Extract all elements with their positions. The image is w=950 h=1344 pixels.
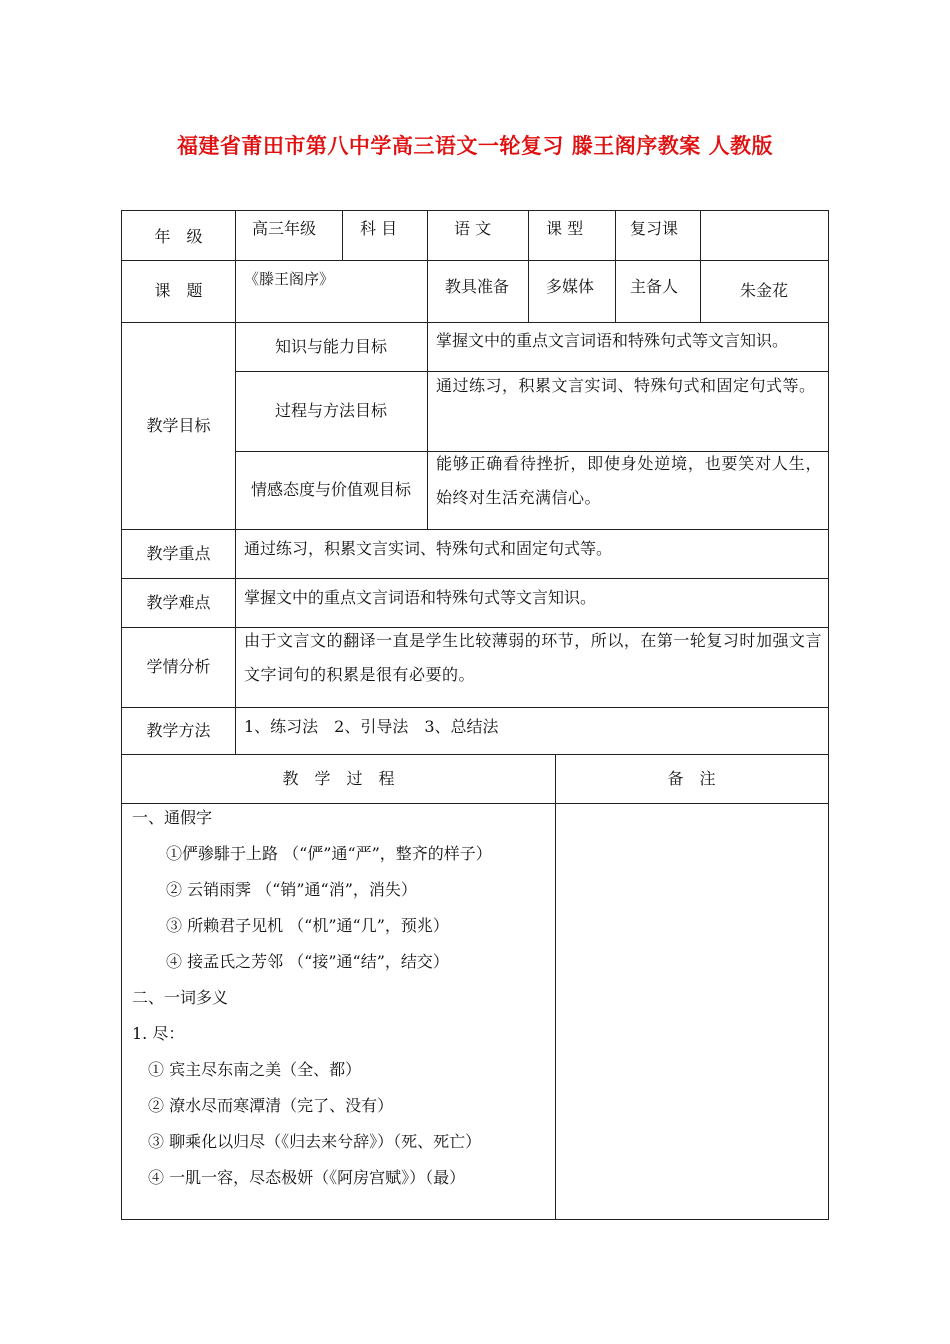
process-line: ② 潦水尽而寒潭清（完了、没有） — [148, 1096, 394, 1115]
analysis-label: 学情分析 — [146, 657, 211, 676]
analysis-text: 由于文言文的翻译一直是学生比较薄弱的环节，所以，在第一轮复习时加强文言文字词句的积累是很有必要的。 — [244, 631, 822, 684]
preparer-label: 主备人 — [630, 277, 679, 296]
objective-emotion-text: 能够正确看待挫折，即使身处逆境，也要笑对人生，始终对生活充满信心。 — [436, 454, 822, 507]
subject-value: 语 文 — [454, 219, 492, 238]
objective-process-name: 过程与方法目标 — [274, 401, 387, 420]
objective-emotion-name: 情感态度与价值观目标 — [250, 480, 411, 499]
method-text: 1、练习法 2、引导法 3、总结法 — [244, 717, 499, 736]
process-line: ③ 聊乘化以归尽（《归去来兮辞》）（死、死亡） — [148, 1132, 482, 1151]
process-line: ④ 接孟氏之芳邻 （“接”通“结”，结交） — [166, 952, 449, 971]
topic-label: 课 题 — [154, 281, 203, 300]
process-line: ④ 一肌一容，尽态极妍（《阿房宫赋》）（最） — [148, 1168, 466, 1187]
preparer-value: 朱金花 — [739, 281, 788, 300]
page-title: 福建省莆田市第八中学高三语文一轮复习 滕王阁序教案 人教版 — [176, 134, 774, 158]
teaching-aids-label: 教具准备 — [445, 277, 510, 296]
focus-label: 教学重点 — [146, 543, 211, 563]
difficulty-text: 掌握文中的重点文言词语和特殊句式等文言知识。 — [244, 588, 597, 607]
process-line: ③ 所赖君子见机 （“机”通“几”，预兆） — [166, 916, 449, 935]
subject-label: 科 目 — [360, 219, 398, 238]
notes-header: 备 注 — [667, 769, 716, 788]
lesson-type-label: 课 型 — [546, 219, 584, 238]
process-line: 一、通假字 — [132, 808, 213, 827]
teaching-process-table — [121, 754, 829, 1220]
objective-process-text: 通过练习，积累文言实词、特殊句式和固定句式等。 — [436, 376, 816, 395]
objective-knowledge-text: 掌握文中的重点文言词语和特殊句式等文言知识。 — [436, 331, 789, 350]
topic-value: 《滕王阁序》 — [244, 270, 335, 288]
process-line: 二、一词多义 — [132, 988, 229, 1007]
lesson-type-value: 复习课 — [630, 219, 679, 238]
method-label: 教学方法 — [146, 720, 211, 740]
grade-value: 高三年级 — [252, 219, 317, 238]
process-line: ①俨骖騑于上路 （“俨”通“严”，整齐的样子） — [166, 844, 492, 863]
lesson-info-table — [121, 210, 829, 755]
grade-label: 年 级 — [154, 227, 203, 246]
teaching-aids-value: 多媒体 — [546, 277, 595, 296]
focus-text: 通过练习，积累文言实词、特殊句式和固定句式等。 — [244, 539, 613, 558]
process-line: 1. 尽： — [132, 1024, 185, 1043]
process-line: ② 云销雨霁 （“销”通“消”，消失） — [166, 880, 417, 899]
difficulty-label: 教学难点 — [146, 592, 211, 612]
process-header: 教 学 过 程 — [282, 769, 395, 788]
objectives-label: 教学目标 — [146, 415, 211, 435]
process-line: ① 宾主尽东南之美（全、都） — [148, 1060, 362, 1079]
objective-knowledge-name: 知识与能力目标 — [274, 336, 387, 356]
